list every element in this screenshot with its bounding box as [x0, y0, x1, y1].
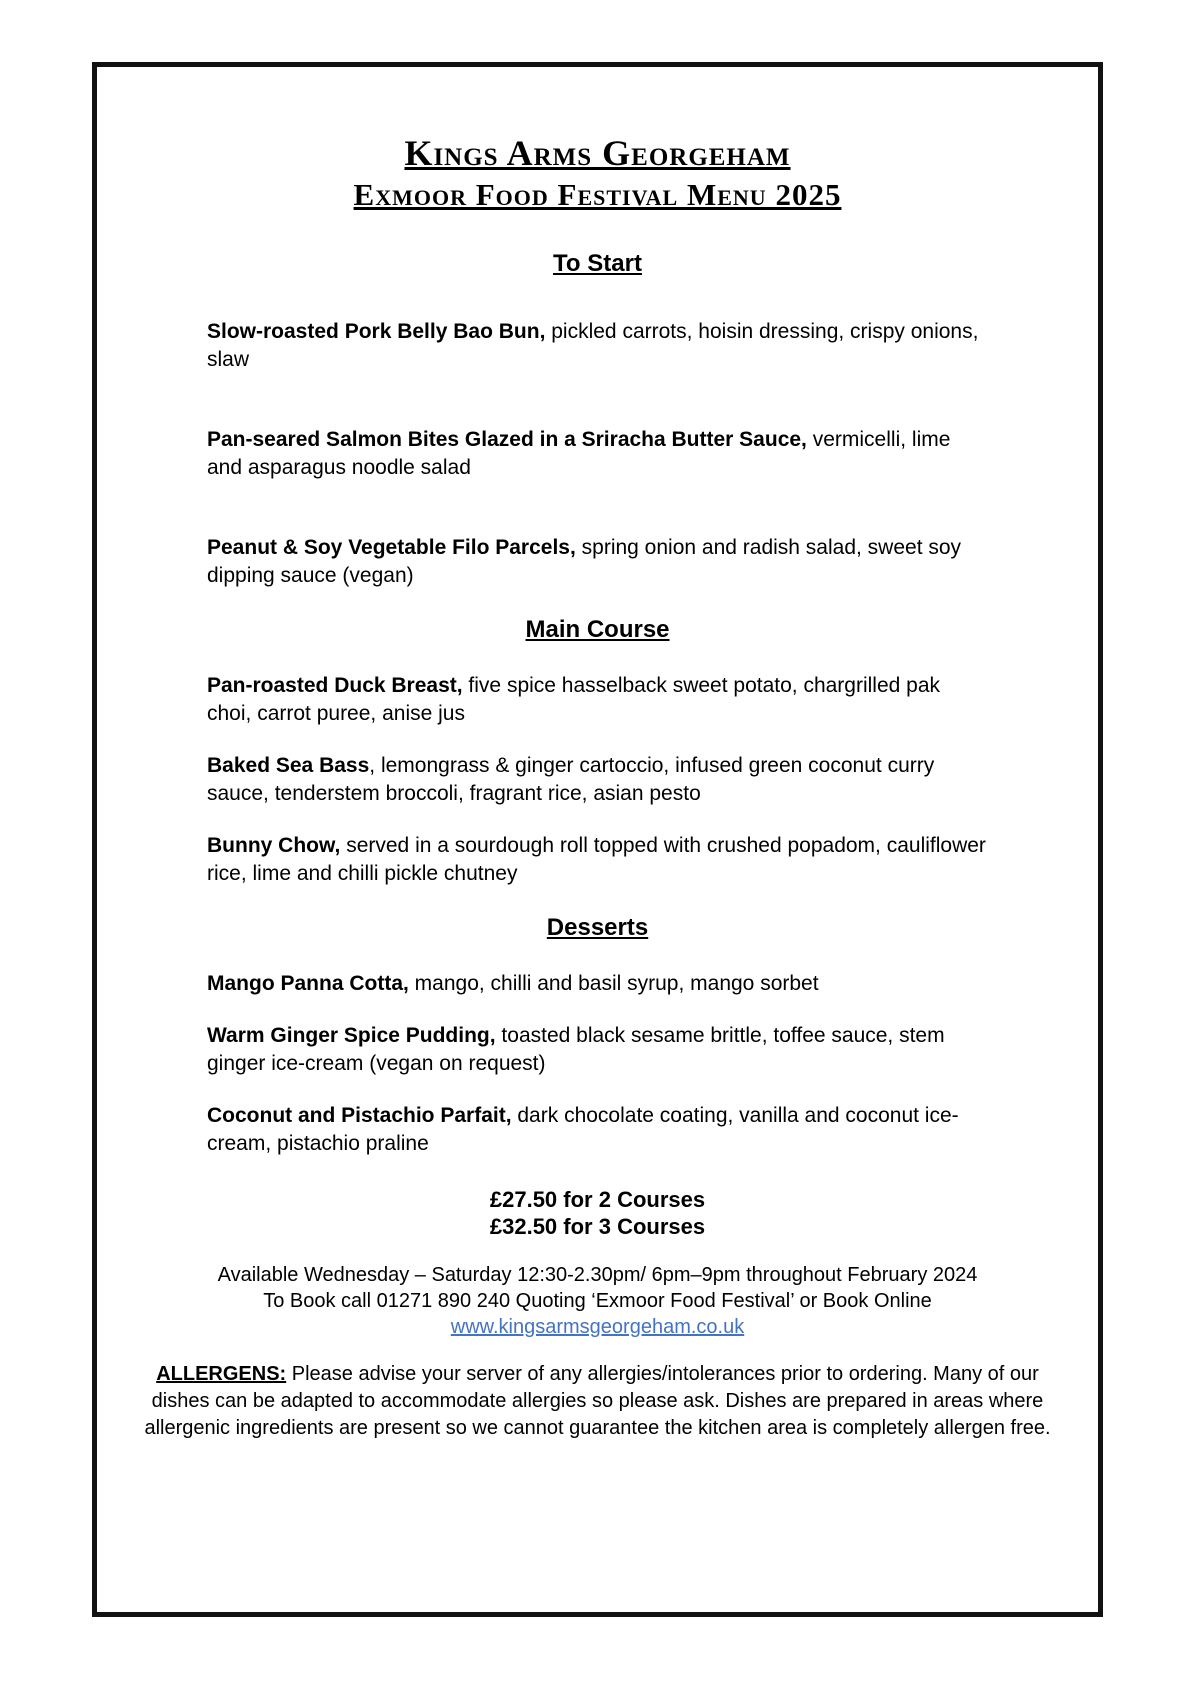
dish-description: served in a sourdough roll topped with crushed popadom, cauliflower rice, lime and chilli pickle chutney: [207, 833, 986, 885]
dish-description: , lemongrass & ginger cartoccio, infused green coconut curry sauce, tenderstem broccoli, fragrant rice, asian pesto: [207, 753, 935, 805]
menu-item: [207, 534, 988, 590]
menu-item: [207, 1022, 988, 1078]
section-heading-to-start: To Start: [553, 249, 642, 277]
menu-item: [207, 1102, 988, 1158]
availability-text: Available Wednesday – Saturday 12:30-2.30pm/ 6pm–9pm throughout February 2024: [217, 1263, 978, 1286]
dish-description: dark chocolate coating, vanilla and coconut ice-cream, pistachio praline: [207, 1103, 959, 1155]
allergens-label: ALLERGENS:: [156, 1362, 287, 1385]
price-three-courses: £32.50 for 3 Courses: [489, 1213, 706, 1239]
booking-block: [167, 1262, 1028, 1340]
menu-item: [207, 752, 988, 808]
dish-name: Mango Panna Cotta,: [207, 971, 409, 995]
menu-item: [207, 672, 988, 728]
menu-item: [207, 318, 988, 374]
dish-description: vermicelli, lime and asparagus noodle salad: [207, 427, 951, 479]
dish-name: Baked Sea Bass: [207, 753, 370, 777]
allergens-text: Please advise your server of any allergies/intolerances prior to ordering. Many of our dishes can be adapted to accommodate allergies so please ask. Dishes are prepared in areas where allergenic ingredients are present so we cannot guarantee the kitchen area is completely allergen free.: [144, 1362, 1051, 1439]
price-two-courses: £27.50 for 2 Courses: [489, 1186, 706, 1212]
section-heading-desserts: Desserts: [546, 913, 649, 941]
section-heading-main-course: Main Course: [525, 615, 670, 643]
allergens-notice: [141, 1361, 1054, 1442]
website-link[interactable]: www.kingsarmsgeorgeham.co.uk: [450, 1315, 745, 1338]
booking-instructions: To Book call 01271 890 240 Quoting ‘Exmoor Food Festival’ or Book Online: [263, 1289, 932, 1312]
section-to-start: [207, 250, 988, 590]
dish-name: Peanut & Soy Vegetable Filo Parcels,: [207, 535, 576, 559]
menu-item: [207, 832, 988, 888]
dish-description: five spice hasselback sweet potato, chargrilled pak choi, carrot puree, anise jus: [207, 673, 941, 725]
section-main-course: [207, 616, 988, 888]
menu-item: [207, 970, 988, 998]
dish-name: Pan-roasted Duck Breast,: [207, 673, 463, 697]
dish-name: Coconut and Pistachio Parfait,: [207, 1103, 512, 1127]
page-border: [92, 62, 1103, 1617]
dish-description: toasted black sesame brittle, toffee sauce, stem ginger ice-cream (vegan on request): [207, 1023, 945, 1075]
pricing-block: [207, 1186, 988, 1240]
menu-title: Exmoor Food Festival Menu 2025: [353, 177, 842, 213]
dish-name: Warm Ginger Spice Pudding,: [207, 1023, 496, 1047]
dish-description: mango, chilli and basil syrup, mango sorbet: [408, 971, 819, 995]
dish-name: Bunny Chow,: [207, 833, 341, 857]
dish-description: spring onion and radish salad, sweet soy dipping sauce (vegan): [207, 535, 962, 587]
dish-description: pickled carrots, hoisin dressing, crispy onions, slaw: [207, 319, 979, 371]
dish-name: Slow-roasted Pork Belly Bao Bun,: [207, 319, 546, 343]
dish-name: Pan-seared Salmon Bites Glazed in a Sriracha Butter Sauce,: [207, 427, 807, 451]
section-desserts: [207, 914, 988, 1158]
menu-item: [207, 426, 988, 482]
restaurant-title: Kings Arms Georgeham: [404, 133, 791, 173]
